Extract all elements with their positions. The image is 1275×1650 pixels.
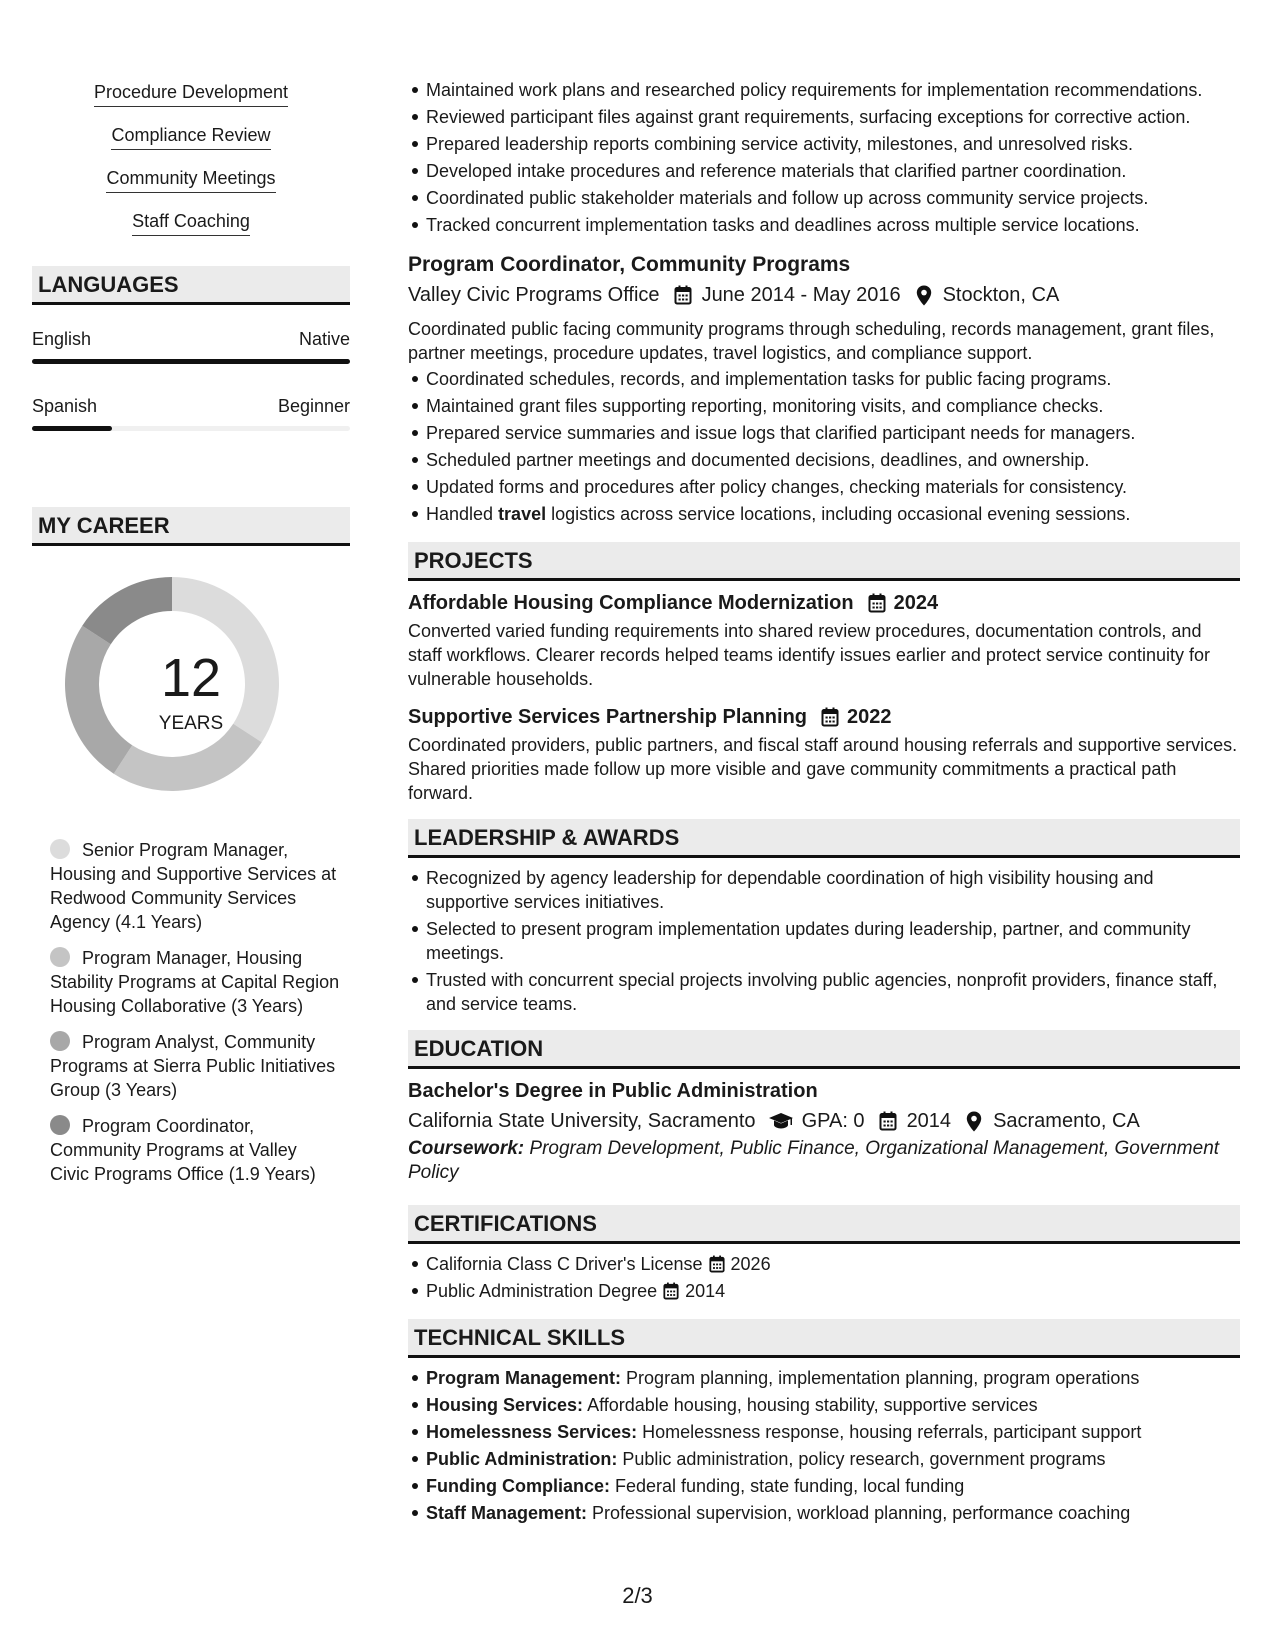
- skill-label: Housing Services:: [426, 1395, 584, 1415]
- skill-tag: [32, 80, 350, 107]
- location-pin-icon: [963, 1110, 985, 1132]
- leadership-heading: LEADERSHIP & AWARDS: [408, 819, 1240, 858]
- certification-name: Public Administration Degree: [426, 1281, 658, 1301]
- bullet-item: Developed intake procedures and reference materials that clarified partner coordination.: [426, 159, 1240, 183]
- language-level: Beginner: [277, 396, 350, 416]
- bullet-item: Prepared leadership reports combining service activity, milestones, and unresolved risks.: [426, 132, 1240, 156]
- skill-item: [426, 1393, 1240, 1417]
- prev-job-bullets: [408, 78, 1240, 237]
- skill-item: [426, 1366, 1240, 1390]
- career-heading: MY CAREER: [32, 507, 350, 546]
- project-title: Supportive Services Partnership Planning: [408, 706, 808, 728]
- language-bar-fill: [32, 426, 112, 431]
- bullet-item: Reviewed participant files against grant requirements, surfacing exceptions for corrective action.: [426, 105, 1240, 129]
- skill-tags: [32, 80, 350, 236]
- project-description: Converted varied funding requirements into shared review procedures, documentation controls, and staff workflows. Clearer records helped teams identify issues earlier and protect service continuity for vulnerable households.: [408, 621, 1211, 689]
- bullet-item: [426, 502, 1240, 526]
- gpa: GPA: 0: [801, 1110, 865, 1132]
- bullet-item: Recognized by agency leadership for dependable coordination of high visibility housing and supportive services initiatives.: [426, 866, 1240, 914]
- years-value: 12: [160, 648, 222, 708]
- career-item: [50, 838, 340, 934]
- career-dot: [50, 1115, 70, 1135]
- calendar-icon: [866, 592, 888, 614]
- sidebar: [32, 80, 350, 1198]
- language-bar: [32, 359, 350, 364]
- skill-tag: [32, 166, 350, 193]
- bullet-bold-text: travel: [498, 504, 547, 524]
- skill-value: Program planning, implementation planning, program operations: [621, 1368, 1140, 1388]
- certification-item: [426, 1279, 1240, 1303]
- bullet-item: Tracked concurrent implementation tasks and deadlines across multiple service locations.: [426, 213, 1240, 237]
- job-company: Valley Civic Programs Office: [408, 284, 660, 306]
- project-year: 2024: [893, 592, 939, 614]
- graduation-year: 2014: [906, 1110, 952, 1132]
- career-dot: [50, 947, 70, 967]
- school-name: California State University, Sacramento: [408, 1110, 756, 1132]
- coursework: [408, 1137, 1240, 1185]
- skill-value: Homelessness response, housing referrals, participant support: [637, 1422, 1142, 1442]
- projects-heading: PROJECTS: [408, 542, 1240, 581]
- job-dates: June 2014 - May 2016: [701, 284, 901, 306]
- skill-value: Public administration, policy research, government programs: [617, 1449, 1106, 1469]
- project-description: Coordinated providers, public partners, and fiscal staff around housing referrals and supportive services. Shared priorities made follow up more visible and gave community commitments a practical path forward.: [408, 735, 1238, 803]
- skill-value: Professional supervision, workload planning, performance coaching: [587, 1503, 1131, 1523]
- skill-item: [426, 1501, 1240, 1525]
- certifications-list: [408, 1252, 1240, 1303]
- skill-label: Funding Compliance:: [426, 1476, 610, 1496]
- skill-item: [426, 1420, 1240, 1444]
- education-location: Sacramento, CA: [993, 1110, 1140, 1132]
- skill-item: [426, 1447, 1240, 1471]
- language-item: [32, 327, 350, 364]
- skill-label: Staff Management:: [426, 1503, 588, 1523]
- bullet-item: Coordinated schedules, records, and implementation tasks for public facing programs.: [426, 367, 1240, 391]
- certification-name: California Class C Driver's License: [426, 1254, 703, 1274]
- career-list: [32, 838, 340, 1186]
- job-location: Stockton, CA: [942, 284, 1060, 306]
- years-label: YEARS: [158, 713, 224, 734]
- languages-heading: LANGUAGES: [32, 266, 350, 305]
- main-content: [408, 78, 1240, 1528]
- project-title: Affordable Housing Compliance Modernization: [408, 592, 854, 614]
- coursework-label: Coursework:: [408, 1138, 525, 1159]
- career-donut: [32, 576, 350, 816]
- project-item: [408, 589, 1240, 691]
- bullet-item: Selected to present program implementation updates during leadership, partner, and community meetings.: [426, 917, 1240, 965]
- skill-value: Federal funding, state funding, local funding: [610, 1476, 965, 1496]
- skill-tag-label: Staff Coaching: [132, 209, 250, 236]
- calendar-icon: [877, 1110, 899, 1132]
- education-meta: [408, 1107, 1240, 1135]
- bullet-item: Maintained work plans and researched policy requirements for implementation recommendations.: [426, 78, 1240, 102]
- skill-item: [426, 1474, 1240, 1498]
- job-bullets: [408, 367, 1240, 526]
- language-item: [32, 394, 350, 431]
- location-pin-icon: [913, 284, 935, 306]
- career-item-text: Program Analyst, Community Programs at Sierra Public Initiatives Group (3 Years): [50, 1032, 336, 1100]
- project-year: 2022: [847, 706, 892, 728]
- language-name: Spanish: [32, 396, 98, 416]
- skill-tag-label: Procedure Development: [94, 80, 288, 107]
- certification-year: 2014: [685, 1281, 726, 1301]
- job-summary: Coordinated public facing community programs through scheduling, records management, grant files, partner meetings, procedure updates, travel logistics, and compliance support.: [408, 319, 1215, 363]
- calendar-icon: [709, 1255, 727, 1273]
- bullet-item: Scheduled partner meetings and documented decisions, deadlines, and ownership.: [426, 448, 1240, 472]
- graduation-cap-icon: [768, 1110, 794, 1132]
- leadership-bullets: [408, 866, 1240, 1016]
- coursework-list: Program Development, Public Finance, Organizational Management, Government Policy: [408, 1138, 1220, 1183]
- job-title: Program Coordinator, Community Programs: [408, 253, 851, 276]
- skill-tag-label: Community Meetings: [106, 166, 275, 193]
- certifications-heading: CERTIFICATIONS: [408, 1205, 1240, 1244]
- bullet-item: Trusted with concurrent special projects involving public agencies, nonprofit providers, finance staff, and service teams.: [426, 968, 1240, 1016]
- skill-value: Affordable housing, housing stability, supportive services: [583, 1395, 1038, 1415]
- bullet-item: Maintained grant files supporting reporting, monitoring visits, and compliance checks.: [426, 394, 1240, 418]
- career-item: [50, 946, 340, 1018]
- career-dot: [50, 1031, 70, 1051]
- bullet-item: Updated forms and procedures after policy changes, checking materials for consistency.: [426, 475, 1240, 499]
- language-name: English: [32, 329, 92, 349]
- certification-item: [426, 1252, 1240, 1276]
- technical-skills-list: [408, 1366, 1240, 1525]
- degree-title: Bachelor's Degree in Public Administration: [408, 1080, 818, 1102]
- skill-label: Program Management:: [426, 1368, 622, 1388]
- language-bar-fill: [32, 359, 350, 364]
- skill-label: Public Administration:: [426, 1449, 618, 1469]
- skill-label: Homelessness Services:: [426, 1422, 638, 1442]
- career-dot: [50, 839, 70, 859]
- education-heading: EDUCATION: [408, 1030, 1240, 1069]
- job-meta: [408, 281, 1240, 309]
- bullet-text: Handled: [426, 504, 499, 524]
- calendar-icon: [672, 284, 694, 306]
- career-item-text: Program Manager, Housing Stability Programs at Capital Region Housing Collaborative (3 Years): [50, 948, 340, 1016]
- bullet-item: Coordinated public stakeholder materials and follow up across community service projects.: [426, 186, 1240, 210]
- project-item: [408, 703, 1240, 805]
- calendar-icon: [663, 1282, 681, 1300]
- calendar-icon: [819, 706, 841, 728]
- bullet-text: logistics across service locations, including occasional evening sessions.: [546, 504, 1131, 524]
- certification-year: 2026: [730, 1254, 771, 1274]
- career-item-text: Program Coordinator, Community Programs at Valley Civic Programs Office (1.9 Years): [50, 1116, 316, 1184]
- career-item-text: Senior Program Manager, Housing and Supportive Services at Redwood Community Services Agency (4.1 Years): [50, 840, 337, 932]
- language-level: Native: [298, 329, 350, 349]
- technical-skills-heading: TECHNICAL SKILLS: [408, 1319, 1240, 1358]
- skill-tag-label: Compliance Review: [111, 123, 270, 150]
- career-item: [50, 1114, 340, 1186]
- career-item: [50, 1030, 340, 1102]
- donut-segment: [82, 577, 172, 644]
- language-bar: [32, 426, 350, 431]
- skill-tag: [32, 209, 350, 236]
- skill-tag: [32, 123, 350, 150]
- page-number: 2/3: [622, 1583, 653, 1608]
- bullet-item: Prepared service summaries and issue logs that clarified participant needs for managers.: [426, 421, 1240, 445]
